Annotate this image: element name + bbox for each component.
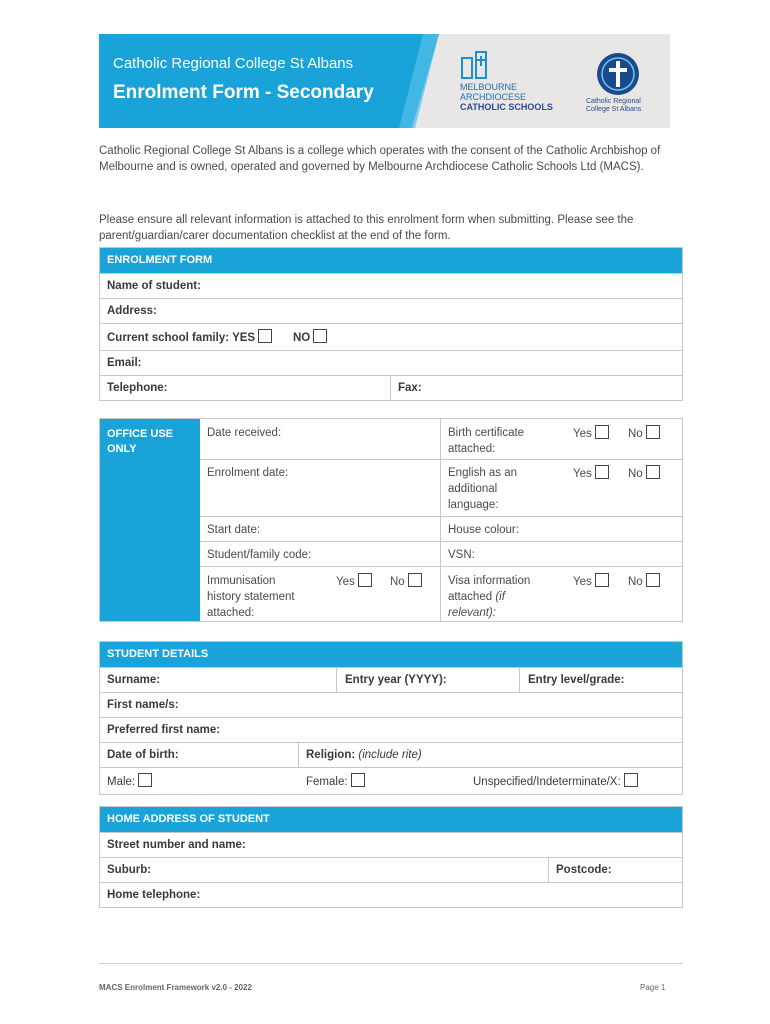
family-code-label: Student/family code: [207,549,312,561]
email-label: Email: [107,357,142,369]
religion-label: Religion: (include rite) [306,749,422,761]
footer-version: MACS Enrolment Framework v2.0 - 2022 [99,983,252,992]
address-row[interactable] [100,298,682,323]
home-telephone-row[interactable] [100,882,682,907]
visa-yes-checkbox[interactable] [595,573,609,587]
dob-label: Date of birth: [107,749,179,761]
banner-blue-panel [99,34,439,128]
birth-cert-yes-checkbox[interactable] [595,425,609,439]
suburb-postcode-row [100,857,682,882]
form-title: Enrolment Form - Secondary [113,82,374,103]
immunisation-yes-checkbox[interactable] [358,573,372,587]
address-label: Address: [107,305,157,317]
office-use-label: OFFICE USE ONLY [100,419,200,621]
column-divider [519,668,520,692]
entry-level-label: Entry level/grade: [528,674,625,686]
female-option: Female: [306,770,365,795]
college-crest-icon [596,52,640,96]
visa-no-option: No [628,573,660,590]
school-name: Catholic Regional College St Albans [113,55,354,72]
visa-no-checkbox[interactable] [646,573,660,587]
enrolment-form-table [99,247,683,401]
office-row-divider [200,516,682,517]
immunisation-no-checkbox[interactable] [408,573,422,587]
college-logo-text: Catholic Regional College St Albans [586,98,642,113]
family-no-checkbox[interactable] [313,329,327,343]
eal-no-checkbox[interactable] [646,465,660,479]
current-school-family-row [100,323,682,350]
current-school-family-label: Current school family: YES [107,326,272,351]
house-colour-label: House colour: [448,524,519,536]
suburb-label: Suburb: [107,864,152,876]
macs-logo [460,50,570,114]
street-row[interactable] [100,832,682,857]
street-label: Street number and name: [107,839,246,851]
gender-row [100,767,682,794]
start-date-label: Start date: [207,524,261,536]
birth-cert-no-checkbox[interactable] [646,425,660,439]
entry-year-label: Entry year (YYYY): [345,674,447,686]
office-use-table [99,418,683,622]
surname-row [100,667,682,692]
intro-paragraph-2: Please ensure all relevant information is attached to this enrolment form when submitting. Please see the parent/guardian/carer documentation checklist at the end of the form. [99,214,634,242]
date-received-label: Date received: [207,427,282,439]
immunisation-label: Immunisation history statement attached: [207,575,295,619]
eal-yes-option: Yes [573,465,609,482]
column-divider [298,743,299,767]
name-of-student-label: Name of student: [107,280,201,292]
page-number: Page 1 [640,983,666,992]
email-row[interactable] [100,350,682,375]
unspecified-checkbox[interactable] [624,773,638,787]
student-details-table [99,641,683,795]
telephone-fax-row [100,375,682,400]
telephone-label: Telephone: [107,382,168,394]
male-checkbox[interactable] [138,773,152,787]
family-no-option: NO [293,326,327,351]
office-row-divider [200,541,682,542]
name-of-student-row[interactable] [100,273,682,298]
student-details-heading: STUDENT DETAILS [100,642,682,667]
home-telephone-label: Home telephone: [107,889,201,901]
enrolment-form-heading: ENROLMENT FORM [100,248,682,273]
office-row-divider [200,566,682,567]
home-address-heading: HOME ADDRESS OF STUDENT [100,807,682,832]
postcode-label: Postcode: [556,864,612,876]
visa-yes-option: Yes [573,573,609,590]
unspecified-option: Unspecified/Indeterminate/X: [473,770,638,795]
birth-cert-no-option: No [628,425,660,442]
immunisation-yes-option: Yes [336,573,372,590]
column-divider [390,376,391,400]
visa-label: Visa information attached (if relevant): [448,575,531,619]
birth-cert-yes-option: Yes [573,425,609,442]
column-divider [336,668,337,692]
home-address-table [99,806,683,908]
footer-divider [99,963,683,964]
family-yes-checkbox[interactable] [258,329,272,343]
preferred-name-label: Preferred first name: [107,724,221,736]
first-names-row[interactable] [100,692,682,717]
fax-label: Fax: [398,382,422,394]
vsn-label: VSN: [448,549,475,561]
enrolment-date-label: Enrolment date: [207,467,289,479]
office-row-divider [200,459,682,460]
macs-emblem-icon [460,50,490,80]
birth-certificate-label: Birth certificate attached: [448,427,525,455]
office-column-divider [440,419,441,621]
eal-label: English as an additional language: [448,467,518,511]
female-checkbox[interactable] [351,773,365,787]
first-names-label: First name/s: [107,699,179,711]
header-banner [99,34,670,128]
macs-logo-text: MELBOURNE ARCHDIOCESE CATHOLIC SCHOOLS [460,82,553,112]
dob-religion-row [100,742,682,767]
immunisation-no-option: No [390,573,422,590]
college-logo [586,52,656,116]
eal-yes-checkbox[interactable] [595,465,609,479]
male-option: Male: [107,770,152,795]
eal-no-option: No [628,465,660,482]
surname-label: Surname: [107,674,161,686]
intro-paragraph-1: Catholic Regional College St Albans is a college which operates with the consent of the Catholic Archbishop of Melbourne and is owned, operated and governed by Melbourne Archdiocese Catholic Schools Ltd (MACS). [99,145,661,173]
column-divider [548,858,549,882]
preferred-name-row[interactable] [100,717,682,742]
